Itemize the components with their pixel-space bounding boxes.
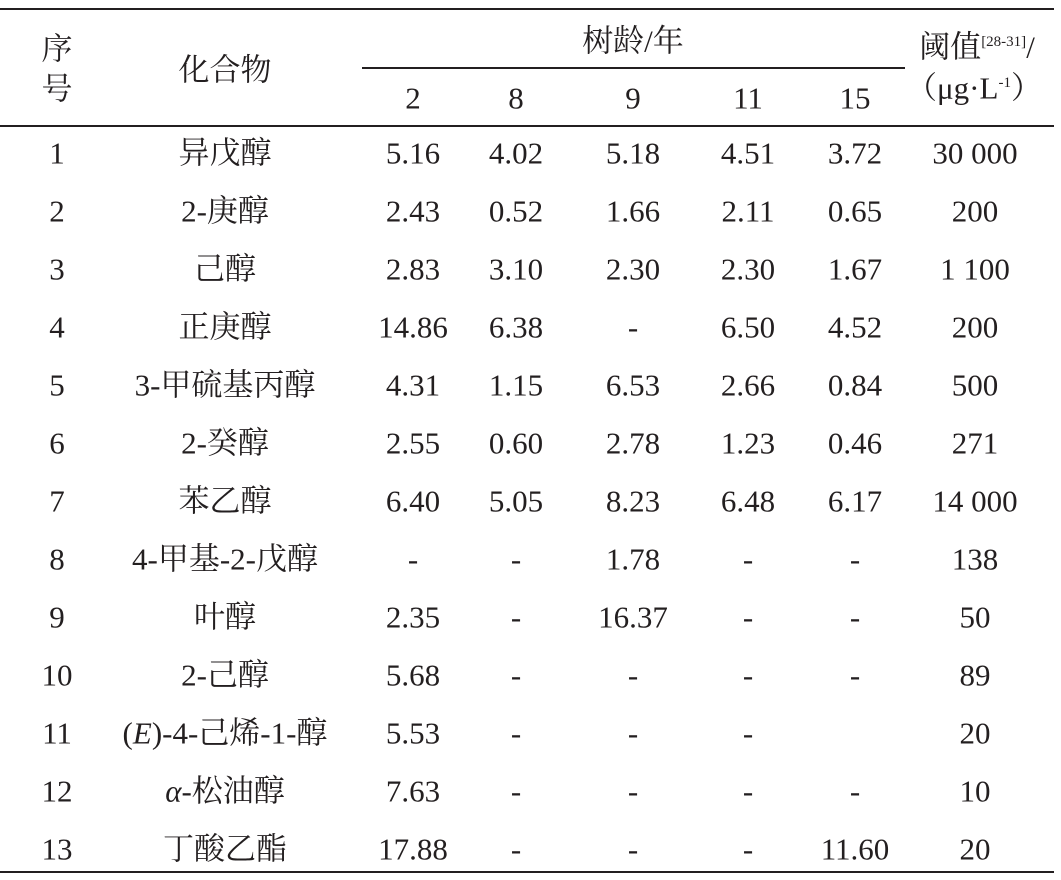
value-cell: - [742, 715, 754, 751]
value-cell: - [742, 657, 754, 693]
threshold-cell: 20 [959, 715, 991, 751]
value-cell: 2.30 [720, 251, 776, 287]
value-cell: - [510, 831, 522, 867]
header-unit-exp: -1 [998, 75, 1011, 92]
row-index: 6 [49, 425, 65, 461]
value-cell: 4.51 [720, 135, 776, 171]
header-rule [0, 125, 1054, 127]
value-cell: - [627, 715, 639, 751]
value-cell: 1.67 [827, 251, 883, 287]
value-cell: 5.18 [605, 135, 661, 171]
value-cell: - [510, 599, 522, 635]
bottom-rule [0, 871, 1054, 873]
top-rule [0, 8, 1054, 10]
value-cell: 2.35 [385, 599, 441, 635]
value-cell: - [742, 773, 754, 809]
value-cell: 5.53 [385, 715, 441, 751]
value-cell: - [849, 657, 861, 693]
value-cell: 2.30 [605, 251, 661, 287]
row-index: 9 [49, 599, 65, 635]
value-cell: - [510, 715, 522, 751]
value-cell: 1.66 [605, 193, 661, 229]
value-cell: - [742, 541, 754, 577]
row-index: 11 [42, 715, 72, 751]
header-unit [906, 70, 1042, 106]
header-age-8: 8 [508, 80, 524, 116]
value-cell: - [510, 773, 522, 809]
value-cell: 4.02 [488, 135, 544, 171]
value-cell: 6.53 [605, 367, 661, 403]
header-age-11: 11 [733, 80, 763, 116]
compound-name: 4-甲基-2-戊醇 [132, 541, 318, 577]
threshold-cell: 30 000 [932, 135, 1018, 171]
row-index: 1 [49, 135, 65, 171]
row-index: 7 [49, 483, 65, 519]
value-cell: 1.23 [720, 425, 776, 461]
value-cell: 5.16 [385, 135, 441, 171]
threshold-cell: 200 [951, 309, 999, 345]
compound-name: 叶醇 [194, 599, 256, 635]
compound-name: 正庚醇 [178, 309, 272, 345]
compound-name: 2-己醇 [181, 657, 269, 693]
row-index: 12 [41, 773, 73, 809]
row-index: 8 [49, 541, 65, 577]
value-cell: 11.60 [820, 831, 890, 867]
value-cell: 2.11 [721, 193, 775, 229]
value-cell: 0.60 [488, 425, 544, 461]
value-cell: - [407, 541, 419, 577]
threshold-cell: 50 [959, 599, 991, 635]
value-cell: 8.23 [605, 483, 661, 519]
value-cell: 3.10 [488, 251, 544, 287]
compound-name: 异戊醇 [178, 135, 272, 171]
value-cell: - [510, 657, 522, 693]
value-cell: 2.83 [385, 251, 441, 287]
row-index: 3 [49, 251, 65, 287]
value-cell: 14.86 [378, 309, 448, 345]
threshold-cell: 138 [951, 541, 999, 577]
value-cell: 2.66 [720, 367, 776, 403]
value-cell: 6.38 [488, 309, 544, 345]
value-cell: 6.50 [720, 309, 776, 345]
header-threshold-label: 阈值 [919, 29, 982, 65]
threshold-cell: 271 [951, 425, 999, 461]
value-cell: - [627, 309, 639, 345]
header-threshold-ref: [28-31] [981, 34, 1027, 51]
value-cell: - [627, 831, 639, 867]
threshold-cell: 10 [959, 773, 991, 809]
value-cell: 3.72 [827, 135, 883, 171]
header-unit-open: （μg·L [906, 70, 999, 106]
value-cell: 5.68 [385, 657, 441, 693]
compound-name: 丁酸乙酯 [163, 831, 287, 867]
value-cell: 4.52 [827, 309, 883, 345]
header-compound: 化合物 [178, 52, 272, 88]
value-cell: 6.17 [827, 483, 883, 519]
header-index-bottom: 号 [41, 71, 73, 107]
value-cell: - [510, 541, 522, 577]
threshold-cell: 500 [951, 367, 999, 403]
value-cell: - [849, 541, 861, 577]
value-cell: 0.52 [488, 193, 544, 229]
header-threshold [919, 29, 1035, 65]
compound-name: 2-庚醇 [181, 193, 269, 229]
compound-name: 3-甲硫基丙醇 [134, 367, 316, 403]
value-cell: 16.37 [598, 599, 668, 635]
compound-name: α-松油醇 [165, 773, 285, 809]
header-age-9: 9 [625, 80, 641, 116]
age-group-rule [362, 67, 905, 69]
compound-name: 苯乙醇 [178, 483, 272, 519]
value-cell: - [742, 831, 754, 867]
header-unit-close: ） [1010, 70, 1042, 106]
value-cell: 5.05 [488, 483, 544, 519]
value-cell: 2.78 [605, 425, 661, 461]
header-index-top: 序 [41, 31, 73, 67]
value-cell: 7.63 [385, 773, 441, 809]
value-cell: 1.78 [605, 541, 661, 577]
value-cell: - [849, 773, 861, 809]
row-index: 5 [49, 367, 65, 403]
value-cell: 0.46 [827, 425, 883, 461]
threshold-cell: 14 000 [932, 483, 1018, 519]
value-cell: 2.43 [385, 193, 441, 229]
value-cell: 0.65 [827, 193, 883, 229]
row-index: 4 [49, 309, 65, 345]
value-cell: 0.84 [827, 367, 883, 403]
compound-name: 己醇 [194, 251, 256, 287]
row-index: 13 [41, 831, 73, 867]
row-index: 2 [49, 193, 65, 229]
value-cell: - [627, 773, 639, 809]
header-age-2: 2 [405, 80, 421, 116]
value-cell: - [742, 599, 754, 635]
header-threshold-slash: / [1026, 29, 1035, 65]
threshold-cell: 89 [959, 657, 991, 693]
compound-name: 2-癸醇 [181, 425, 269, 461]
value-cell: 17.88 [378, 831, 448, 867]
threshold-cell: 200 [951, 193, 999, 229]
compound-name: (E)-4-己烯-1-醇 [122, 715, 328, 751]
threshold-cell: 1 100 [940, 251, 1010, 287]
value-cell: 4.31 [385, 367, 441, 403]
value-cell: 1.15 [488, 367, 544, 403]
header-age-group: 树龄/年 [582, 23, 684, 59]
header-age-15: 15 [839, 80, 871, 116]
value-cell: 2.55 [385, 425, 441, 461]
value-cell: - [849, 599, 861, 635]
row-index: 10 [41, 657, 73, 693]
threshold-cell: 20 [959, 831, 991, 867]
value-cell: 6.48 [720, 483, 776, 519]
value-cell: 6.40 [385, 483, 441, 519]
value-cell: - [627, 657, 639, 693]
